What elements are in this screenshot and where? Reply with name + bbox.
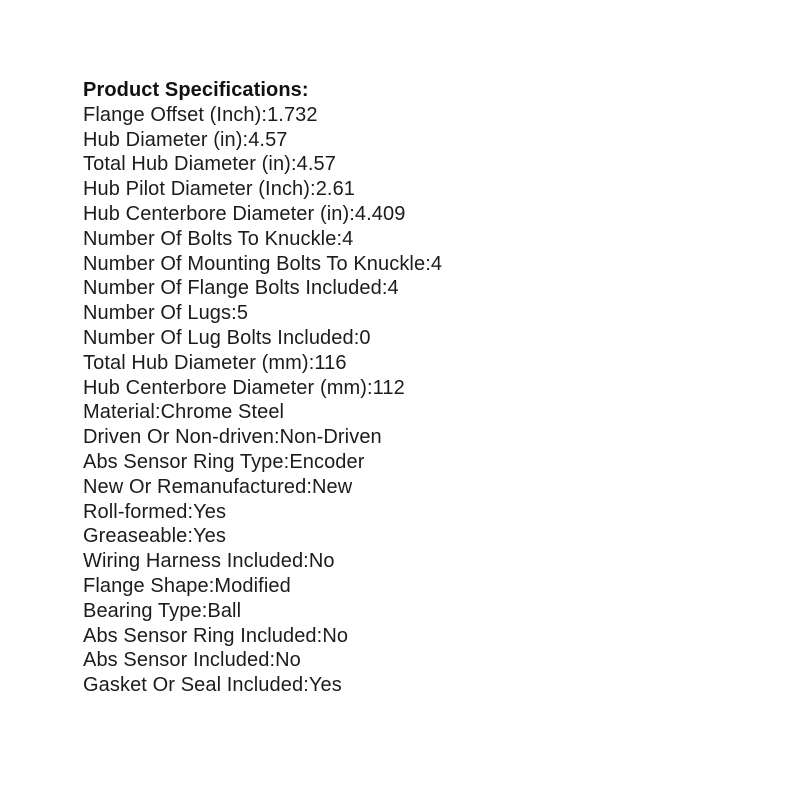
spec-separator: : bbox=[425, 252, 431, 275]
spec-row bbox=[83, 351, 442, 376]
spec-row bbox=[83, 500, 442, 525]
spec-row bbox=[83, 276, 442, 301]
spec-row bbox=[83, 450, 442, 475]
spec-value: Ball bbox=[207, 599, 242, 622]
spec-row bbox=[83, 524, 442, 549]
spec-row bbox=[83, 128, 442, 153]
product-specifications-block bbox=[83, 78, 442, 698]
spec-value: Non-Driven bbox=[279, 426, 382, 449]
spec-separator: : bbox=[303, 550, 309, 573]
spec-label: New Or Remanufactured bbox=[83, 475, 307, 498]
spec-separator: : bbox=[336, 227, 343, 250]
spec-list bbox=[83, 103, 442, 698]
spec-separator: : bbox=[242, 128, 249, 151]
spec-label: Abs Sensor Included bbox=[83, 649, 270, 672]
spec-value: Yes bbox=[193, 525, 227, 548]
spec-row bbox=[83, 599, 442, 624]
spec-value: 2.61 bbox=[315, 178, 356, 201]
spec-label: Abs Sensor Ring Included bbox=[83, 624, 317, 647]
spec-separator: : bbox=[208, 574, 215, 597]
spec-row bbox=[83, 673, 442, 698]
spec-separator: : bbox=[306, 475, 312, 498]
spec-label: Hub Centerbore Diameter (in) bbox=[83, 202, 350, 225]
spec-value: Chrome Steel bbox=[160, 401, 285, 424]
spec-label: Number Of Flange Bolts Included bbox=[83, 277, 382, 300]
spec-row bbox=[83, 252, 442, 277]
spec-value: 5 bbox=[236, 302, 249, 325]
spec-separator: : bbox=[261, 103, 268, 126]
spec-label: Abs Sensor Ring Type bbox=[83, 450, 284, 473]
spec-value: 4.57 bbox=[296, 153, 336, 176]
spec-value: Encoder bbox=[289, 450, 365, 473]
spec-row bbox=[83, 301, 442, 326]
spec-row bbox=[83, 376, 442, 401]
spec-value: 4.57 bbox=[248, 128, 288, 151]
spec-separator: : bbox=[187, 500, 194, 523]
spec-label: Greaseable bbox=[83, 525, 188, 548]
spec-label: Number Of Mounting Bolts To Knuckle bbox=[83, 252, 426, 275]
spec-separator: : bbox=[310, 178, 316, 201]
spec-separator: : bbox=[283, 450, 290, 473]
spec-label: Total Hub Diameter (mm) bbox=[83, 351, 309, 374]
spec-value: 4 bbox=[387, 277, 399, 300]
spec-value: 112 bbox=[372, 376, 405, 399]
spec-separator: : bbox=[290, 153, 297, 176]
spec-row bbox=[83, 326, 442, 351]
spec-label: Flange Offset (Inch) bbox=[83, 103, 262, 126]
spec-separator: : bbox=[303, 674, 309, 697]
spec-row bbox=[83, 425, 442, 450]
spec-separator: : bbox=[308, 351, 315, 374]
spec-value: No bbox=[308, 550, 335, 573]
spec-separator: : bbox=[349, 202, 355, 225]
spec-label: Hub Centerbore Diameter (mm) bbox=[83, 376, 367, 399]
spec-label: Driven Or Non-driven bbox=[83, 426, 274, 449]
spec-label: Gasket Or Seal Included bbox=[83, 674, 304, 697]
spec-value: 1.732 bbox=[267, 103, 318, 126]
spec-label: Number Of Bolts To Knuckle bbox=[83, 227, 337, 250]
spec-label: Material bbox=[83, 401, 155, 424]
spec-separator: : bbox=[316, 624, 323, 647]
spec-label: Number Of Lug Bolts Included bbox=[83, 326, 354, 349]
spec-value: 0 bbox=[359, 326, 371, 349]
spec-row bbox=[83, 549, 442, 574]
spec-row bbox=[83, 227, 442, 252]
spec-separator: : bbox=[187, 525, 194, 548]
spec-value: No bbox=[275, 649, 301, 672]
spec-row bbox=[83, 152, 442, 177]
spec-value: 4 bbox=[430, 252, 443, 275]
spec-separator: : bbox=[353, 326, 360, 349]
spec-row bbox=[83, 202, 442, 227]
spec-heading: Product Specifications: bbox=[83, 79, 309, 101]
spec-value: New bbox=[311, 475, 353, 498]
spec-value: Modified bbox=[214, 574, 291, 597]
spec-row bbox=[83, 103, 442, 128]
spec-label: Total Hub Diameter (in) bbox=[83, 153, 291, 176]
spec-label: Flange Shape bbox=[83, 574, 209, 597]
spec-value: No bbox=[322, 624, 349, 647]
spec-label: Hub Diameter (in) bbox=[83, 128, 243, 151]
spec-separator: : bbox=[201, 599, 208, 622]
spec-separator: : bbox=[231, 302, 237, 325]
spec-row bbox=[83, 574, 442, 599]
spec-row bbox=[83, 648, 442, 673]
spec-value: Yes bbox=[308, 674, 342, 697]
spec-label: Hub Pilot Diameter (Inch) bbox=[83, 178, 311, 201]
spec-value: Yes bbox=[193, 500, 227, 523]
spec-row bbox=[83, 400, 442, 425]
spec-row bbox=[83, 624, 442, 649]
spec-label: Number Of Lugs bbox=[83, 302, 232, 325]
spec-separator: : bbox=[154, 401, 161, 424]
spec-label: Bearing Type bbox=[83, 599, 202, 622]
spec-value: 4.409 bbox=[354, 202, 406, 225]
spec-label: Wiring Harness Included bbox=[83, 550, 304, 573]
spec-label: Roll-formed bbox=[83, 500, 188, 523]
spec-separator: : bbox=[367, 376, 373, 399]
spec-separator: : bbox=[273, 426, 280, 449]
spec-value: 116 bbox=[314, 351, 347, 374]
spec-row bbox=[83, 475, 442, 500]
spec-separator: : bbox=[381, 277, 388, 300]
spec-row bbox=[83, 177, 442, 202]
spec-separator: : bbox=[269, 649, 276, 672]
spec-value: 4 bbox=[342, 227, 354, 250]
